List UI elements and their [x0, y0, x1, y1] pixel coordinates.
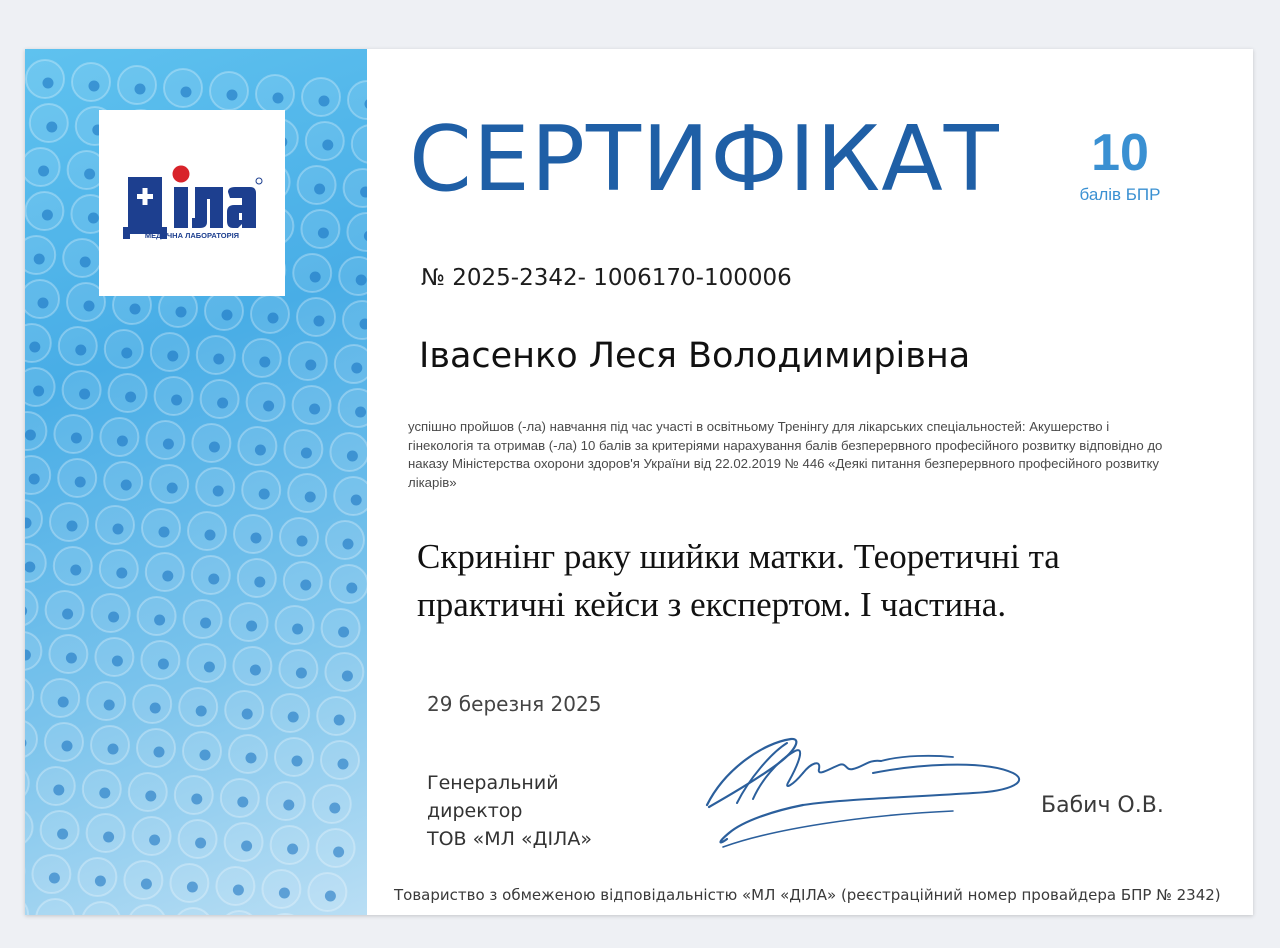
- plate-well: [124, 861, 162, 899]
- plate-well: [174, 908, 212, 915]
- plate-well: [322, 609, 360, 647]
- plate-well: [242, 471, 280, 509]
- plate-well: [41, 811, 79, 849]
- plate-well: [330, 565, 367, 603]
- plate-well: [63, 239, 101, 277]
- plate-well: [25, 280, 59, 318]
- plate-well: [96, 506, 134, 544]
- plate-well: [25, 324, 51, 362]
- plate-well: [238, 427, 276, 465]
- plate-well: [151, 333, 189, 371]
- plate-well: [59, 327, 97, 365]
- plate-well: [225, 691, 263, 729]
- plate-well: [133, 685, 171, 723]
- plate-well: [25, 808, 33, 846]
- plate-well: [347, 213, 367, 251]
- cpd-points-badge: [1065, 124, 1175, 205]
- plate-well: [25, 632, 41, 670]
- plate-well: [308, 873, 346, 911]
- plate-well: [25, 412, 46, 450]
- plate-well: [138, 597, 176, 635]
- provider-footer: Товариство з обмеженою відповідальністю «МЛ «ДІЛА» (реєстраційний номер провайдера БПР № 2342): [394, 886, 1221, 904]
- plate-well: [133, 817, 171, 855]
- plate-well: [100, 550, 138, 588]
- plate-well: [170, 864, 208, 902]
- plate-well: [46, 591, 84, 629]
- plate-well: [279, 650, 317, 688]
- completion-statement: успішно пройшов (-ла) навчання під час участі в освітньому Тренінгу для лікарських спеціальностей: Акушерство і гінекологія та отримав (-ла) 10 балів за критеріями нарахування балів безперервного професійного розвитку відповідно до наказу Міністерства охорони здоров'я України від 22.02.2019 № 446 «Деякі питання безперервного професійного розвитку лікарів»: [408, 419, 1163, 490]
- signer-position: [427, 769, 592, 853]
- plate-well: [91, 726, 129, 764]
- signer-position-line-3: ТОВ «МЛ «ДІЛА»: [427, 828, 592, 850]
- plate-well: [87, 814, 125, 852]
- plate-well: [339, 257, 367, 295]
- certificate-title: СЕРТИФІКАТ: [409, 107, 1000, 212]
- plate-well: [164, 69, 202, 107]
- plate-well: [41, 679, 79, 717]
- logo: [99, 110, 285, 296]
- plate-well: [317, 697, 355, 735]
- plate-well: [187, 644, 225, 682]
- signer-position-line-2: директор: [427, 800, 523, 822]
- plate-well: [179, 820, 217, 858]
- plate-well: [83, 770, 121, 808]
- plate-well: [301, 210, 339, 248]
- plate-well: [25, 500, 42, 538]
- plate-well: [129, 773, 167, 811]
- plate-well: [306, 122, 344, 160]
- plate-well: [325, 653, 363, 691]
- plate-well: [302, 78, 340, 116]
- decorative-side-panel: [25, 49, 367, 915]
- plate-well: [344, 169, 367, 207]
- plate-well: [146, 553, 184, 591]
- plate-well: [155, 377, 193, 415]
- plate-well: [313, 785, 351, 823]
- signer-position-line-1: Генеральний: [427, 772, 559, 794]
- plate-well: [201, 380, 239, 418]
- plate-well: [297, 298, 335, 336]
- plate-well: [271, 826, 309, 864]
- handwritten-signature: [693, 729, 1033, 854]
- plate-well: [284, 562, 322, 600]
- certificate-number: № 2025-2342- 1006170-100006: [421, 265, 792, 291]
- plate-well: [54, 415, 92, 453]
- plate-well: [109, 374, 147, 412]
- plate-well: [233, 647, 271, 685]
- plate-well: [82, 902, 120, 915]
- plate-well: [25, 192, 63, 230]
- plate-well: [192, 424, 230, 462]
- plate-well: [25, 456, 50, 494]
- plate-well: [284, 430, 322, 468]
- plate-well: [63, 371, 101, 409]
- plate-well: [142, 509, 180, 547]
- logo-tagline: МЕДИЧНА ЛАБОРАТОРІЯ: [144, 231, 240, 240]
- plate-well: [128, 905, 166, 915]
- signer-name: Бабич О.В.: [1041, 793, 1164, 818]
- plate-well: [105, 330, 143, 368]
- plate-well: [100, 418, 138, 456]
- plate-well: [210, 72, 248, 110]
- points-label: балів БПР: [1079, 185, 1161, 204]
- plate-well: [184, 600, 222, 638]
- plate-well: [45, 723, 83, 761]
- plate-well: [137, 729, 175, 767]
- plate-well: [196, 468, 234, 506]
- course-title: [417, 533, 1157, 629]
- plate-well: [175, 776, 213, 814]
- plate-well: [234, 515, 272, 553]
- course-title-line-1: Скринінг раку шийки матки. Теоретичні та: [417, 537, 1060, 576]
- plate-well: [25, 720, 37, 758]
- plate-well: [141, 641, 179, 679]
- plate-well: [50, 503, 88, 541]
- plate-well: [49, 635, 87, 673]
- plate-well: [78, 858, 116, 896]
- plate-well: [256, 75, 294, 113]
- plate-well: [146, 421, 184, 459]
- plate-well: [216, 867, 254, 905]
- plate-well: [87, 682, 125, 720]
- plate-well: [92, 594, 130, 632]
- plate-well: [30, 104, 68, 142]
- plate-well: [25, 764, 29, 802]
- plate-well: [183, 732, 221, 770]
- plate-well: [225, 823, 263, 861]
- plate-well: [348, 81, 367, 119]
- plate-well: [25, 896, 28, 915]
- plate-well: [118, 66, 156, 104]
- plate-well: [95, 638, 133, 676]
- plate-well: [288, 474, 326, 512]
- plate-well: [298, 166, 336, 204]
- plate-well: [197, 336, 235, 374]
- plate-well: [179, 688, 217, 726]
- plate-well: [267, 782, 305, 820]
- plate-well: [293, 386, 331, 424]
- course-title-line-2: практичні кейси з експертом. І частина.: [417, 585, 1007, 624]
- plate-well: [352, 125, 367, 163]
- plate-well: [289, 342, 327, 380]
- issue-date: 29 березня 2025: [427, 692, 602, 716]
- plate-well: [230, 603, 268, 641]
- plate-well: [25, 544, 46, 582]
- plate-well: [280, 518, 318, 556]
- plate-well: [150, 465, 188, 503]
- plate-well: [335, 345, 367, 383]
- plate-well: [188, 512, 226, 550]
- plate-well: [339, 389, 367, 427]
- plate-well: [25, 368, 55, 406]
- certificate-sheet: [25, 49, 1253, 915]
- plate-well: [243, 339, 281, 377]
- plate-well: [317, 829, 355, 867]
- plate-well: [36, 899, 74, 915]
- dila-logo-mark: [99, 110, 285, 296]
- plate-well: [25, 676, 33, 714]
- plate-well: [343, 301, 367, 339]
- plate-well: [293, 254, 331, 292]
- plate-well: [330, 433, 367, 471]
- plate-well: [229, 735, 267, 773]
- plate-well: [220, 911, 258, 915]
- plate-well: [266, 914, 304, 915]
- plate-well: [25, 588, 38, 626]
- plate-well: [104, 462, 142, 500]
- recipient-name: Івасенко Леся Володимирівна: [419, 336, 971, 376]
- plate-well: [32, 855, 70, 893]
- plate-well: [221, 779, 259, 817]
- plate-well: [262, 870, 300, 908]
- points-value: 10: [1091, 124, 1149, 182]
- plate-well: [205, 292, 243, 330]
- plate-well: [276, 606, 314, 644]
- plate-well: [247, 383, 285, 421]
- plate-well: [326, 521, 364, 559]
- plate-well: [275, 738, 313, 776]
- plate-well: [72, 63, 110, 101]
- plate-well: [25, 148, 60, 186]
- plate-well: [25, 236, 55, 274]
- plate-well: [58, 459, 96, 497]
- plate-well: [192, 556, 230, 594]
- plate-well: [26, 60, 64, 98]
- plate-well: [238, 559, 276, 597]
- plate-well: [334, 477, 367, 515]
- plate-well: [251, 295, 289, 333]
- plate-well: [54, 547, 92, 585]
- plate-well: [271, 694, 309, 732]
- plate-well: [37, 767, 75, 805]
- plate-well: [321, 741, 359, 779]
